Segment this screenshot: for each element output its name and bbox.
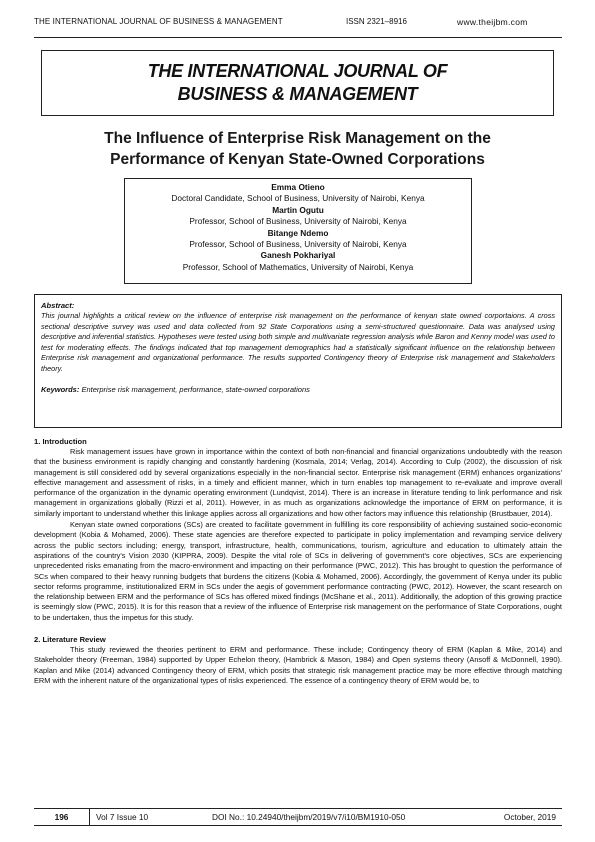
section-gap bbox=[34, 624, 562, 632]
author-block bbox=[125, 228, 471, 251]
author-name: Emma Otieno bbox=[271, 182, 325, 192]
article-title bbox=[50, 128, 545, 170]
author-affiliation: Doctoral Candidate, School of Business, University of Nairobi, Kenya bbox=[171, 193, 425, 204]
author-affiliation: Professor, School of Business, University of Nairobi, Kenya bbox=[189, 216, 407, 227]
journal-title-box bbox=[41, 50, 554, 116]
author-block bbox=[125, 182, 471, 205]
doi: DOI No.: 10.24940/theijbm/2019/v7/i10/BM1910-050 bbox=[212, 812, 406, 822]
keywords-label: Keywords: bbox=[41, 384, 80, 394]
author-affiliation: Professor, School of Business, University of Nairobi, Kenya bbox=[189, 239, 407, 250]
author-affiliation: Professor, School of Mathematics, University of Nairobi, Kenya bbox=[182, 261, 414, 272]
header-issn: ISSN 2321–8916 bbox=[346, 17, 407, 26]
author-block bbox=[125, 205, 471, 228]
author-name: Bitange Ndemo bbox=[267, 227, 329, 238]
header-divider bbox=[34, 37, 562, 38]
paragraph: Kenyan state owned corporations (SCs) are created to facilitate government in fulfilling its core responsibility of achieving sustained socio-economic development (Kobia & Mohamed, 2006). These state agencies are therefore expected to participate in policy implementation and revamping service delivery across the public sectors including; energy, transport, infrastructure, health, communications, tourism, agriculture and education to ultimately attain the aspirations of the country's Vision 2030 (KIPPRA, 2009). Despite the vital role of SCs in delivering of government's core objectives, SCs are experiencing unprecedented risks emanating from the macro-environment and impacting on their performance (PWC, 2012). This has brought to question the performance of SCs when compared to their heavy running budgets that burdens the citizens (Kobia & Mohamed, 2006). Accordingly, the government of Kenya under its public sector reforms programme, institutionalized ERM in SCs under the aegis of government performance contracting (PWC, 2012). However, the scant research on the relationship between ERM and the performance of SCs has offered mixed findings (McShane et al., 2011). Additionally, the adoption of this growing practice is seemingly slow (PWC, 2015). It is for this reason that a review of the influence of Enterprise risk management on the performance of State Corporations, ought to be undertaken, thus the impetus for this study. bbox=[34, 520, 562, 622]
section-heading-literature-review: 2. Literature Review bbox=[34, 635, 106, 645]
article-title-line-1: The Influence of Enterprise Risk Management on the bbox=[104, 130, 491, 147]
author-block bbox=[125, 250, 471, 273]
paragraph: Risk management issues have grown in importance within the context of both non-financial and financial organizations undoubtedly with the reason that the business environment is rapidly changing and constantly hardening (Kosmala, 2014; Verlag, 2014). According to Culp (2002), the discussion of risk management is still considered odd by several organizations especially in the non-financial sector. Enterprise risk management (ERM) enhances organizations' effective management and assessment of risks, in a timely and efficient manner, which in turn enables top management to re-evaluate and improve overall performance of the organization in the dynamic operating environment (Lundqvist, 2014). There is an increase in literature tending to link performance and risk management in organizations globally (Rizzi et al, 2011). However, in as much as organizations acknowledge the importance of ERM on performance, it is similarly important to understand whether this linkage applies across all organizations and how other factors may influence this relationship (Brustbauer, 2014). bbox=[34, 447, 562, 518]
page-footer bbox=[34, 808, 562, 826]
running-header bbox=[0, 0, 595, 38]
journal-title-line-2: BUSINESS & MANAGEMENT bbox=[177, 84, 418, 104]
article-title-line-2: Performance of Kenyan State-Owned Corporations bbox=[110, 151, 485, 168]
page-number: 196 bbox=[34, 809, 90, 825]
keywords bbox=[41, 385, 555, 394]
paragraph: This study reviewed the theories pertinent to ERM and performance. These include; Contingency theory of ERM (Kaplan & Mike, 2014) and Stakeholder theory (Freeman, 1984) supported by Upper Echelon theory, (Hambrick & Mason, 1984) and Open systems theory (Ansoff & McDonnell, 1990). Kaplan and Mike (2014) advanced Contingency theory of ERM, which posits that strategic risk management practice may be more effective through matching ERM with the inherent nature of the organizational types of risks experienced. The essence of a contingency theory of ERM would be, to bbox=[34, 645, 562, 685]
keywords-text: Enterprise risk management, performance, state-owned corporations bbox=[81, 384, 310, 394]
author-name: Martin Ogutu bbox=[272, 204, 324, 215]
abstract-box bbox=[34, 294, 562, 428]
volume-issue: Vol 7 Issue 10 bbox=[96, 812, 149, 822]
author-box bbox=[124, 178, 472, 284]
author-name: Ganesh Pokhariyal bbox=[260, 250, 336, 261]
article-body bbox=[34, 434, 562, 687]
journal-title bbox=[133, 60, 463, 106]
header-journal-name: THE INTERNATIONAL JOURNAL OF BUSINESS & MANAGEMENT bbox=[34, 17, 283, 26]
journal-title-line-1: THE INTERNATIONAL JOURNAL OF bbox=[147, 61, 448, 81]
abstract-heading: Abstract: bbox=[41, 301, 75, 310]
header-website: www.theijbm.com bbox=[457, 17, 528, 27]
section-heading-introduction: 1. Introduction bbox=[34, 437, 87, 446]
abstract-text: This journal highlights a critical review on the influence of enterprise risk management on the performance of kenyan state owned corportaions. A cross sectional descriptive survey was used and data collected from 92 State Corporations using a semi-structured questionnaire. Data was analysed using descriptive and inferential statistics. Hypotheses were tested using both simple and multivariate regression analysis while Baron and Kenny model was used to test for moderating effects. The findings indicated that top management demographics had a statistically significant influence on the relationship between Enterprise risk management and organizational performance. The results supported Contingency theory of Enterprise risk management and Stakeholders theory. bbox=[41, 311, 555, 373]
issue-date: October, 2019 bbox=[503, 812, 556, 822]
